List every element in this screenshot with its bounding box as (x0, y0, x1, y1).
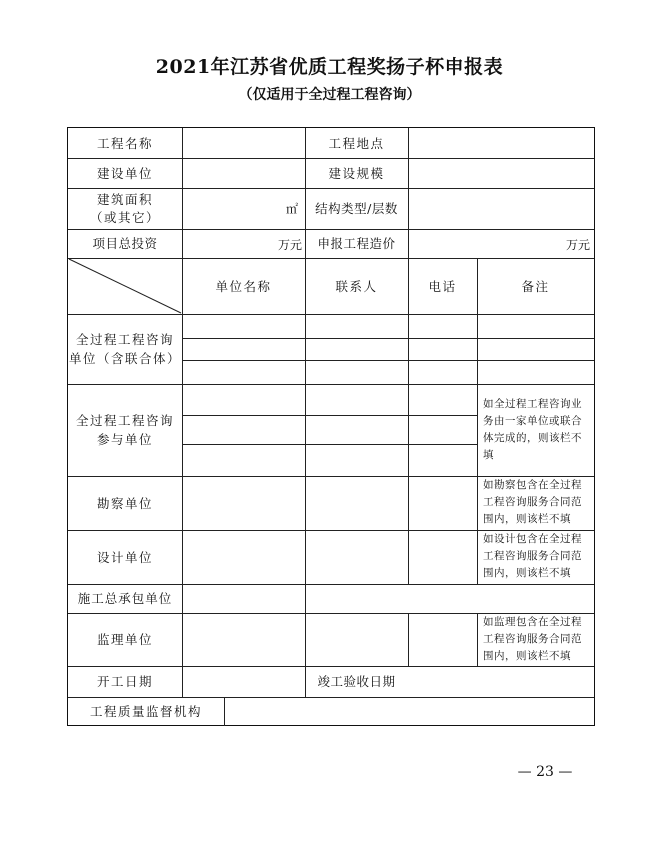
page-subtitle: （仅适用于全过程工程咨询） (238, 87, 421, 103)
participant-note: 如全过程工程咨询业务由一家单位或联合体完成的，则该栏不填 (483, 398, 582, 461)
consult-participant-label (68, 384, 182, 476)
page-title: 2021年江苏省优质工程奖扬子杯申报表 (155, 56, 504, 78)
row-line (182, 444, 477, 445)
col-unit-name: 单位名称 (215, 278, 272, 294)
col-line (408, 128, 409, 258)
row-line (182, 415, 477, 416)
row-line (182, 338, 594, 339)
investment-unit: 万元 (278, 238, 303, 252)
consult-participant-line1: 全过程工程咨询 (75, 413, 174, 428)
declared-cost-label: 申报工程造价 (317, 236, 396, 251)
general-contractor-label: 施工总承包单位 (77, 591, 173, 606)
consult-participant-line2: 参与单位 (96, 432, 153, 447)
area-unit: ㎡ (286, 202, 299, 216)
start-date-label: 开工日期 (96, 674, 153, 689)
consult-unit-line1: 全过程工程咨询 (75, 332, 174, 347)
project-name-label: 工程名称 (96, 135, 153, 151)
consult-unit-label (68, 314, 182, 384)
col-line (182, 128, 183, 697)
col-line (408, 613, 409, 666)
diagonal-header-line (68, 258, 182, 314)
page-number: — 23 — (517, 764, 573, 780)
col-contact: 联系人 (335, 278, 378, 294)
floor-area-line1: 建筑面积 (96, 191, 153, 207)
construction-unit-label: 建设单位 (96, 165, 153, 181)
design-unit-label: 设计单位 (96, 549, 153, 565)
col-phone: 电话 (428, 278, 457, 294)
completion-date-label: 竣工验收日期 (317, 674, 396, 689)
col-line (477, 613, 478, 666)
supervision-note: 如监理包含在全过程工程咨询服务合同范围内，则该栏不填 (483, 616, 582, 662)
cost-unit: 万元 (566, 238, 591, 252)
row-line (182, 360, 594, 361)
col-line (224, 697, 225, 726)
floor-area-label (68, 188, 182, 229)
col-remark: 备注 (521, 278, 550, 294)
supervision-unit-label: 监理单位 (96, 632, 153, 647)
project-location-label: 工程地点 (328, 135, 385, 151)
floor-area-line2: （或其它） (89, 209, 160, 225)
application-form-table (67, 127, 595, 726)
total-investment-label: 项目总投资 (92, 236, 158, 251)
survey-note: 如勘察包含在全过程工程咨询服务合同范围内，则该栏不填 (483, 479, 582, 525)
construction-scale-label: 建设规模 (328, 165, 385, 181)
consult-unit-line2: 单位（含联合体） (68, 351, 181, 366)
structure-type-label: 结构类型/层数 (315, 201, 398, 216)
survey-unit-label: 勘察单位 (96, 495, 153, 511)
quality-supervision-label: 工程质量监督机构 (89, 704, 202, 719)
design-note: 如设计包含在全过程工程咨询服务合同范围内，则该栏不填 (483, 533, 582, 579)
